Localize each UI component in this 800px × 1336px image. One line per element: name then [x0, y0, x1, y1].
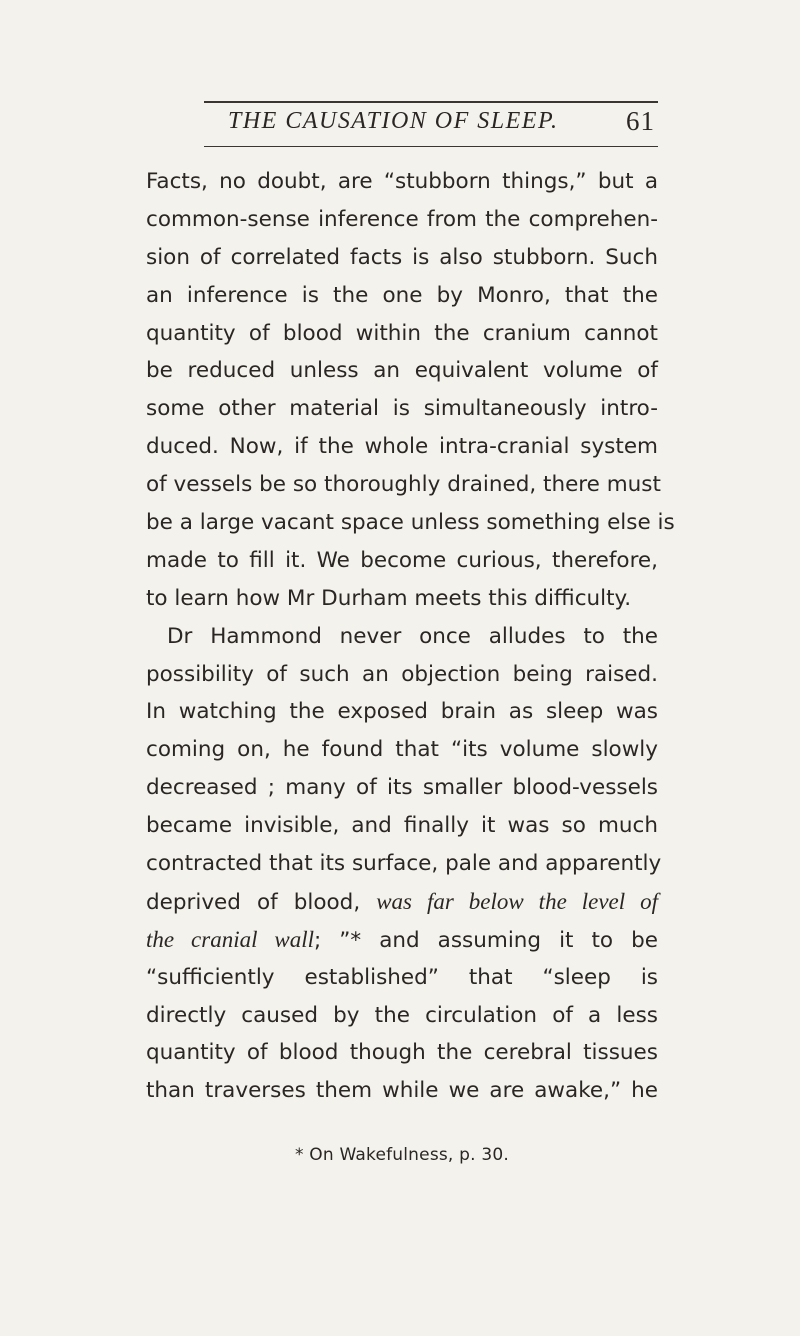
text-line: “sufficiently established” that “sleep is: [146, 964, 658, 990]
text-line: made to fill it. We become curious, therefore,: [146, 547, 658, 573]
italic-quote: was far below the level of: [376, 888, 658, 914]
running-head: [204, 106, 658, 142]
text-line: be reduced unless an equivalent volume of: [146, 358, 658, 384]
page-number: 61: [626, 106, 655, 136]
running-title: THE CAUSATION OF SLEEP.: [228, 108, 559, 134]
text-line: Dr Hammond never once alludes to the: [167, 623, 658, 649]
text-line-with-italic: [146, 921, 658, 959]
text-line: quantity of blood within the cranium cannot: [146, 320, 658, 346]
italic-quote: the cranial wall: [146, 926, 315, 952]
text-line: sion of correlated facts is also stubborn. Such: [146, 244, 658, 270]
text-line: In watching the exposed brain as sleep was: [146, 699, 658, 725]
body-text: [146, 163, 675, 1110]
text-line-with-italic: [146, 883, 658, 921]
text-segment: ; ”* and assuming it to be: [314, 927, 658, 953]
text-line: quantity of blood though the cerebral tissues: [146, 1040, 658, 1066]
text-line: Facts, no doubt, are “stubborn things,” but a: [146, 169, 658, 194]
text-line: to learn how Mr Durham meets this difficulty.: [146, 585, 632, 611]
text-line: common-sense inference from the comprehen-: [146, 206, 658, 232]
text-line: be a large vacant space unless something else is: [146, 510, 675, 536]
text-line: contracted that its surface, pale and apparently: [146, 851, 662, 877]
text-line: of vessels be so thoroughly drained, there must: [146, 472, 661, 498]
text-segment: deprived of blood,: [146, 889, 361, 915]
footnote: * On Wakefulness, p. 30.: [295, 1145, 509, 1165]
text-line: became invisible, and finally it was so much: [146, 813, 658, 839]
text-line: than traverses them while we are awake,” he: [146, 1078, 658, 1104]
text-line: possibility of such an objection being raised.: [146, 661, 658, 687]
text-line: directly caused by the circulation of a less: [146, 1002, 658, 1028]
text-line: coming on, he found that “its volume slowly: [146, 737, 658, 763]
text-line: decreased ; many of its smaller blood-vessels: [146, 775, 658, 801]
text-line: some other material is simultaneously intro-: [146, 396, 658, 422]
text-line: duced. Now, if the whole intra-cranial system: [146, 434, 658, 460]
header-rule-top: [204, 101, 658, 103]
header-rule-bottom: [204, 146, 658, 147]
text-line: an inference is the one by Monro, that the: [146, 282, 658, 308]
